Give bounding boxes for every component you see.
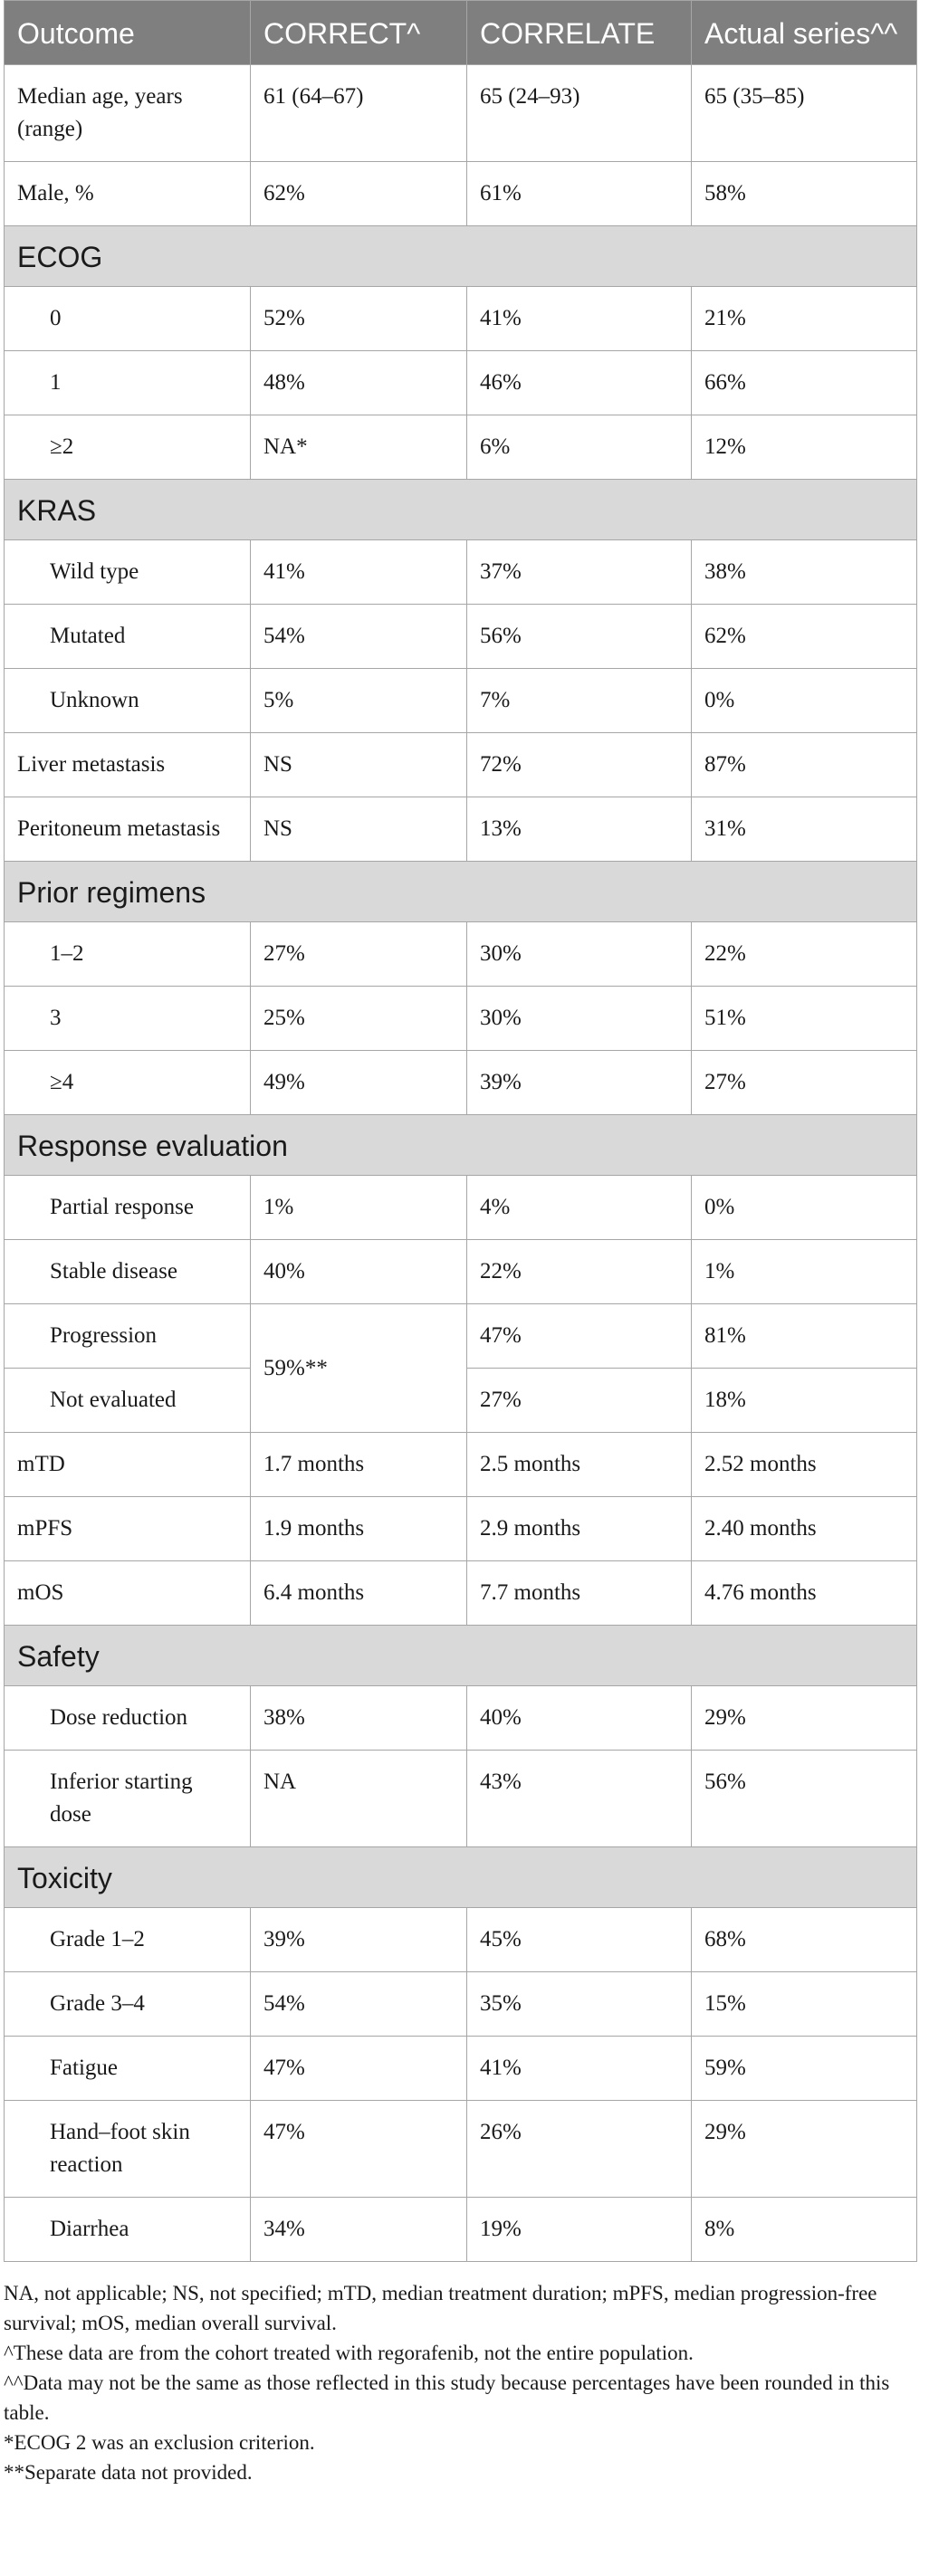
table-row	[5, 669, 917, 733]
actual-series-cell: 68%	[692, 1908, 917, 1972]
footnote: **Separate data not provided.	[4, 2461, 253, 2484]
table-header	[5, 1, 917, 65]
actual-series-cell: 51%	[692, 987, 917, 1051]
correlate-cell: 45%	[467, 1908, 692, 1972]
correlate-cell: 61%	[467, 162, 692, 226]
actual-series-cell: 65 (35–85)	[692, 65, 917, 162]
section-row	[5, 1115, 917, 1176]
actual-series-cell: 18%	[692, 1369, 917, 1433]
correct-cell: 62%	[251, 162, 467, 226]
footnote: ^^Data may not be the same as those reflected in this study because percentages have been rounded in this table.	[4, 2371, 890, 2424]
outcome-cell: Male, %	[5, 162, 251, 226]
correlate-cell: 46%	[467, 351, 692, 415]
outcome-cell: Progression	[5, 1304, 251, 1369]
correlate-cell: 41%	[467, 287, 692, 351]
actual-series-cell: 31%	[692, 797, 917, 862]
correct-cell: 52%	[251, 287, 467, 351]
correct-cell: NS	[251, 797, 467, 862]
correct-cell: 1.9 months	[251, 1497, 467, 1561]
actual-series-cell: 58%	[692, 162, 917, 226]
actual-series-cell: 0%	[692, 669, 917, 733]
header-outcome: Outcome	[5, 1, 251, 65]
table-row	[5, 1751, 917, 1847]
header-actual-series: Actual series^^	[692, 1, 917, 65]
footnote: *ECOG 2 was an exclusion criterion.	[4, 2431, 315, 2454]
table-row	[5, 415, 917, 480]
correct-cell: NA	[251, 1751, 467, 1847]
actual-series-cell: 66%	[692, 351, 917, 415]
table-row	[5, 1686, 917, 1751]
table-row	[5, 540, 917, 605]
actual-series-cell: 2.52 months	[692, 1433, 917, 1497]
section-heading: Prior regimens	[5, 862, 917, 922]
outcome-cell: Median age, years (range)	[5, 65, 251, 162]
correlate-cell: 13%	[467, 797, 692, 862]
outcome-cell: Peritoneum metastasis	[5, 797, 251, 862]
outcome-cell: Diarrhea	[5, 2198, 251, 2262]
table-row	[5, 1176, 917, 1240]
actual-series-cell: 1%	[692, 1240, 917, 1304]
correlate-cell: 22%	[467, 1240, 692, 1304]
correct-cell: NS	[251, 733, 467, 797]
outcome-cell: 1	[5, 351, 251, 415]
table-row	[5, 65, 917, 162]
actual-series-cell: 22%	[692, 922, 917, 987]
outcome-cell: Grade 1–2	[5, 1908, 251, 1972]
correct-cell: 5%	[251, 669, 467, 733]
correlate-cell: 47%	[467, 1304, 692, 1369]
header-row	[5, 1, 917, 65]
correlate-cell: 6%	[467, 415, 692, 480]
correct-cell: 47%	[251, 2101, 467, 2198]
table-row	[5, 162, 917, 226]
actual-series-cell: 0%	[692, 1176, 917, 1240]
outcome-cell: ≥4	[5, 1051, 251, 1115]
table-row	[5, 2101, 917, 2198]
correct-cell: NA*	[251, 415, 467, 480]
table-row	[5, 1051, 917, 1115]
outcome-cell: Unknown	[5, 669, 251, 733]
table-footnotes	[4, 2278, 916, 2487]
correlate-cell: 2.9 months	[467, 1497, 692, 1561]
footnote: ^These data are from the cohort treated with regorafenib, not the entire population.	[4, 2342, 694, 2364]
actual-series-cell: 21%	[692, 287, 917, 351]
correct-cell: 48%	[251, 351, 467, 415]
table-row	[5, 287, 917, 351]
correct-cell: 38%	[251, 1686, 467, 1751]
section-row	[5, 1626, 917, 1686]
correlate-cell: 7.7 months	[467, 1561, 692, 1626]
correlate-cell: 19%	[467, 2198, 692, 2262]
correlate-cell: 35%	[467, 1972, 692, 2037]
table-row	[5, 1240, 917, 1304]
section-heading: ECOG	[5, 226, 917, 287]
correct-cell: 1.7 months	[251, 1433, 467, 1497]
correlate-cell: 40%	[467, 1686, 692, 1751]
actual-series-cell: 59%	[692, 2037, 917, 2101]
actual-series-cell: 56%	[692, 1751, 917, 1847]
correct-cell: 41%	[251, 540, 467, 605]
correlate-cell: 37%	[467, 540, 692, 605]
actual-series-cell: 29%	[692, 1686, 917, 1751]
correct-cell: 25%	[251, 987, 467, 1051]
outcome-cell: Grade 3–4	[5, 1972, 251, 2037]
actual-series-cell: 15%	[692, 1972, 917, 2037]
section-row	[5, 226, 917, 287]
correct-cell: 1%	[251, 1176, 467, 1240]
outcome-cell: mTD	[5, 1433, 251, 1497]
comparison-table	[4, 0, 917, 2262]
outcome-cell: Wild type	[5, 540, 251, 605]
outcome-cell: 0	[5, 287, 251, 351]
correct-cell: 49%	[251, 1051, 467, 1115]
correct-cell: 27%	[251, 922, 467, 987]
section-heading: KRAS	[5, 480, 917, 540]
section-heading: Response evaluation	[5, 1115, 917, 1176]
section-row	[5, 862, 917, 922]
section-row	[5, 1847, 917, 1908]
correlate-cell: 26%	[467, 2101, 692, 2198]
correct-cell: 6.4 months	[251, 1561, 467, 1626]
correlate-cell: 30%	[467, 987, 692, 1051]
outcome-cell: Dose reduction	[5, 1686, 251, 1751]
table-row	[5, 2037, 917, 2101]
actual-series-cell: 62%	[692, 605, 917, 669]
table-row	[5, 797, 917, 862]
section-heading: Toxicity	[5, 1847, 917, 1908]
header-correlate: CORRELATE	[467, 1, 692, 65]
table-row	[5, 733, 917, 797]
correct-cell: 40%	[251, 1240, 467, 1304]
outcome-cell: mPFS	[5, 1497, 251, 1561]
header-correct: CORRECT^	[251, 1, 467, 65]
outcome-cell: Partial response	[5, 1176, 251, 1240]
correlate-cell: 65 (24–93)	[467, 65, 692, 162]
correlate-cell: 56%	[467, 605, 692, 669]
correct-cell: 34%	[251, 2198, 467, 2262]
correlate-cell: 30%	[467, 922, 692, 987]
outcome-cell: Stable disease	[5, 1240, 251, 1304]
correct-cell: 54%	[251, 605, 467, 669]
outcome-cell: mOS	[5, 1561, 251, 1626]
table-row	[5, 351, 917, 415]
outcome-cell: 1–2	[5, 922, 251, 987]
correlate-cell: 39%	[467, 1051, 692, 1115]
table-row	[5, 1908, 917, 1972]
actual-series-cell: 12%	[692, 415, 917, 480]
table-row	[5, 922, 917, 987]
table-row	[5, 1497, 917, 1561]
correct-cell: 59%**	[251, 1304, 467, 1433]
actual-series-cell: 81%	[692, 1304, 917, 1369]
actual-series-cell: 27%	[692, 1051, 917, 1115]
actual-series-cell: 87%	[692, 733, 917, 797]
section-heading: Safety	[5, 1626, 917, 1686]
section-row	[5, 480, 917, 540]
correlate-cell: 43%	[467, 1751, 692, 1847]
actual-series-cell: 2.40 months	[692, 1497, 917, 1561]
outcome-cell: Inferior starting dose	[5, 1751, 251, 1847]
correct-cell: 39%	[251, 1908, 467, 1972]
correlate-cell: 4%	[467, 1176, 692, 1240]
correlate-cell: 2.5 months	[467, 1433, 692, 1497]
outcome-cell: Fatigue	[5, 2037, 251, 2101]
correct-cell: 54%	[251, 1972, 467, 2037]
outcome-cell: Hand–foot skin reaction	[5, 2101, 251, 2198]
table-row	[5, 1561, 917, 1626]
outcome-cell: Mutated	[5, 605, 251, 669]
outcome-cell: Liver metastasis	[5, 733, 251, 797]
table-row	[5, 605, 917, 669]
correct-cell: 61 (64–67)	[251, 65, 467, 162]
correlate-cell: 7%	[467, 669, 692, 733]
table-row	[5, 1304, 917, 1369]
correlate-cell: 41%	[467, 2037, 692, 2101]
outcome-cell: 3	[5, 987, 251, 1051]
correct-cell: 47%	[251, 2037, 467, 2101]
table-row	[5, 1972, 917, 2037]
outcome-cell: Not evaluated	[5, 1369, 251, 1433]
footnote: NA, not applicable; NS, not specified; mTD, median treatment duration; mPFS, median progression-free survival; mOS, median overall survival.	[4, 2282, 877, 2334]
outcome-cell: ≥2	[5, 415, 251, 480]
correlate-cell: 27%	[467, 1369, 692, 1433]
actual-series-cell: 8%	[692, 2198, 917, 2262]
correlate-cell: 72%	[467, 733, 692, 797]
table-body	[5, 65, 917, 2262]
actual-series-cell: 4.76 months	[692, 1561, 917, 1626]
table-row	[5, 987, 917, 1051]
actual-series-cell: 38%	[692, 540, 917, 605]
actual-series-cell: 29%	[692, 2101, 917, 2198]
table-row	[5, 2198, 917, 2262]
table-row	[5, 1433, 917, 1497]
